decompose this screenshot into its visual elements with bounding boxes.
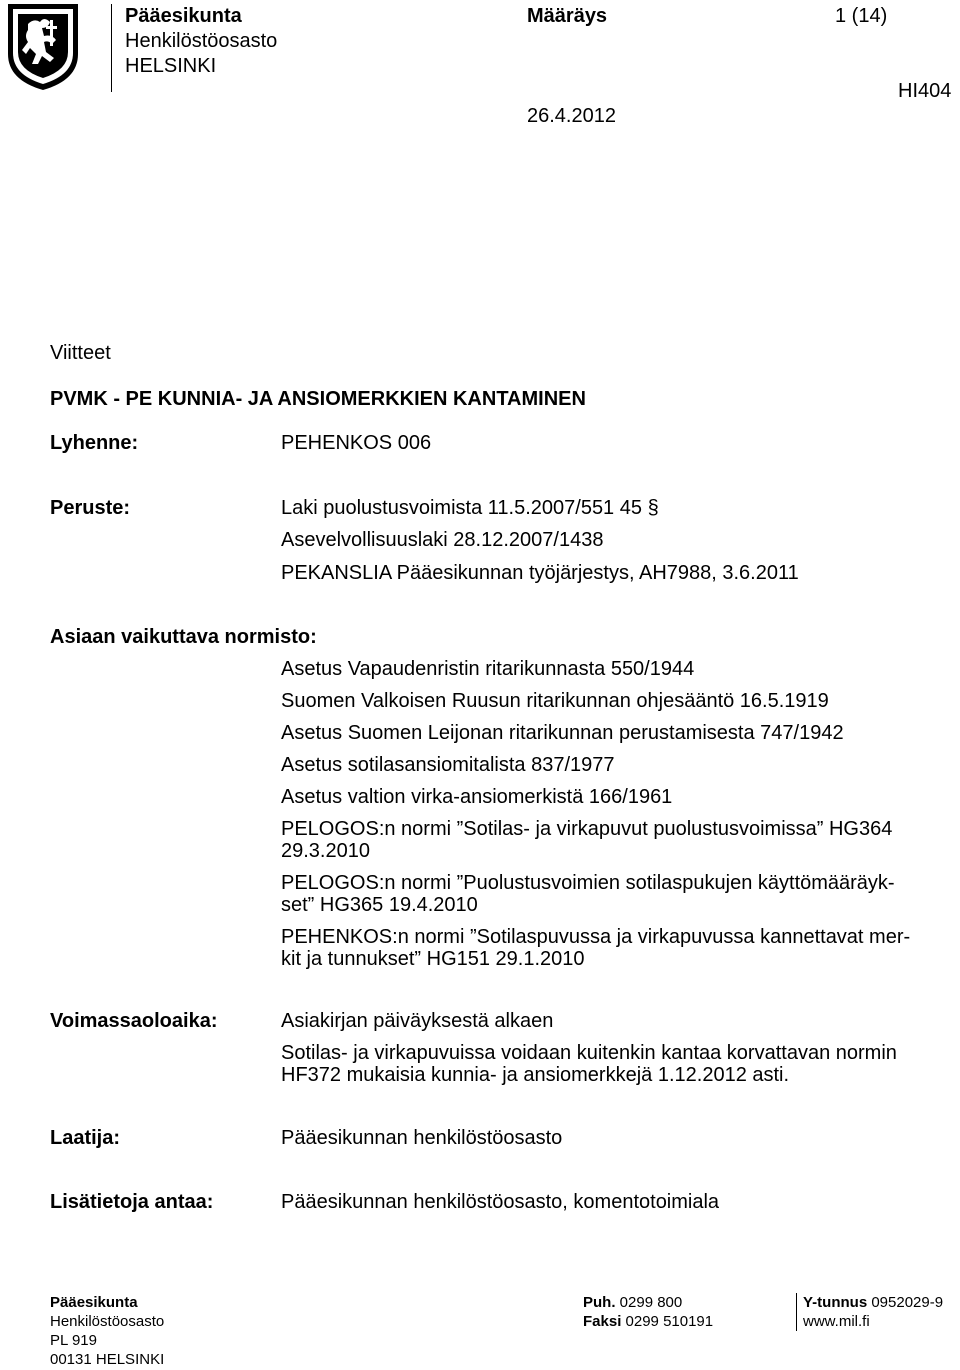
header-city: HELSINKI: [125, 55, 217, 77]
validity-label: Voimassaoloaika:: [50, 1010, 218, 1032]
footer-phone-label: Puh.: [583, 1294, 616, 1311]
header-divider: [111, 4, 112, 92]
norm-item: Asetus valtion virka-ansiomerkistä 166/1961: [281, 786, 673, 808]
footer-business-id: [803, 1293, 943, 1312]
document-title: PVMK - PE KUNNIA- JA ANSIOMERKKIEN KANTAMINEN: [50, 388, 586, 410]
validity-start: Asiakirjan päiväyksestä alkaen: [281, 1010, 554, 1032]
footer-address-line: PL 919: [50, 1332, 97, 1349]
basis-item-text: Laki puolustusvoimista 11.5.2007/551 45: [281, 497, 642, 519]
norm-item-continuation: set” HG365 19.4.2010: [281, 894, 478, 916]
footer-org: Pääesikunta: [50, 1294, 138, 1311]
footer-fax: [583, 1312, 713, 1331]
lion-coat-of-arms-icon: [6, 2, 80, 92]
contact-value: Pääesikunnan henkilöstöosasto, komentotoimiala: [281, 1191, 720, 1213]
basis-item: [281, 496, 659, 520]
footer-business-id-label: Y-tunnus: [803, 1294, 868, 1311]
abbreviation-value: PEHENKOS 006: [281, 432, 432, 454]
footer-divider: [796, 1293, 797, 1331]
basis-item: Asevelvollisuuslaki 28.12.2007/1438: [281, 529, 604, 551]
document-date: 26.4.2012: [527, 105, 616, 127]
footer-business-id-value: 0952029-9: [871, 1294, 944, 1311]
abbreviation-label: Lyhenne:: [50, 432, 139, 454]
norm-item: PELOGOS:n normi ”Puolustusvoimien sotilaspukujen käyttömääräyk-: [281, 872, 895, 894]
validity-note-continuation: HF372 mukaisia kunnia- ja ansiomerkkejä 1.12.2012 asti.: [281, 1064, 790, 1086]
footer-address-line: Henkilöstöosasto: [50, 1313, 165, 1330]
norm-item-continuation: kit ja tunnukset” HG151 29.1.2010: [281, 948, 585, 970]
header-org-name: Pääesikunta: [125, 5, 242, 27]
contact-label: Lisätietoja antaa:: [50, 1191, 214, 1213]
header-department: Henkilöstöosasto: [125, 30, 278, 52]
document-code: HI404: [898, 80, 952, 102]
references-label: Viitteet: [50, 342, 111, 364]
footer-fax-value: 0299 510191: [625, 1313, 714, 1330]
author-label: Laatija:: [50, 1127, 121, 1149]
norm-item: Suomen Valkoisen Ruusun ritarikunnan ohjesääntö 16.5.1919: [281, 690, 829, 712]
footer-phone: [583, 1293, 682, 1312]
section-symbol: §: [647, 497, 659, 519]
footer-phone-value: 0299 800: [619, 1294, 683, 1311]
basis-item: PEKANSLIA Pääesikunnan työjärjestys, AH7988, 3.6.2011: [281, 562, 799, 584]
norm-item: Asetus Suomen Leijonan ritarikunnan perustamisesta 747/1942: [281, 722, 844, 744]
norm-item: PELOGOS:n normi ”Sotilas- ja virkapuvut puolustusvoimissa” HG364: [281, 818, 893, 840]
basis-label: Peruste:: [50, 497, 131, 519]
norm-item: Asetus Vapaudenristin ritarikunnasta 550/1944: [281, 658, 695, 680]
norm-item: PEHENKOS:n normi ”Sotilaspuvussa ja virkapuvussa kannettavat mer-: [281, 926, 911, 948]
norm-item: Asetus sotilasansiomitalista 837/1977: [281, 754, 615, 776]
footer-website[interactable]: www.mil.fi: [803, 1313, 870, 1330]
author-value: Pääesikunnan henkilöstöosasto: [281, 1127, 563, 1149]
footer-fax-label: Faksi: [583, 1313, 622, 1330]
norms-label: Asiaan vaikuttava normisto:: [50, 626, 317, 648]
footer-address-line: 00131 HELSINKI: [50, 1351, 165, 1368]
page-number: 1 (14): [835, 5, 888, 27]
document-type: Määräys: [527, 5, 608, 27]
validity-note: Sotilas- ja virkapuvuissa voidaan kuitenkin kantaa korvattavan normin: [281, 1042, 897, 1064]
norm-item-continuation: 29.3.2010: [281, 840, 370, 862]
